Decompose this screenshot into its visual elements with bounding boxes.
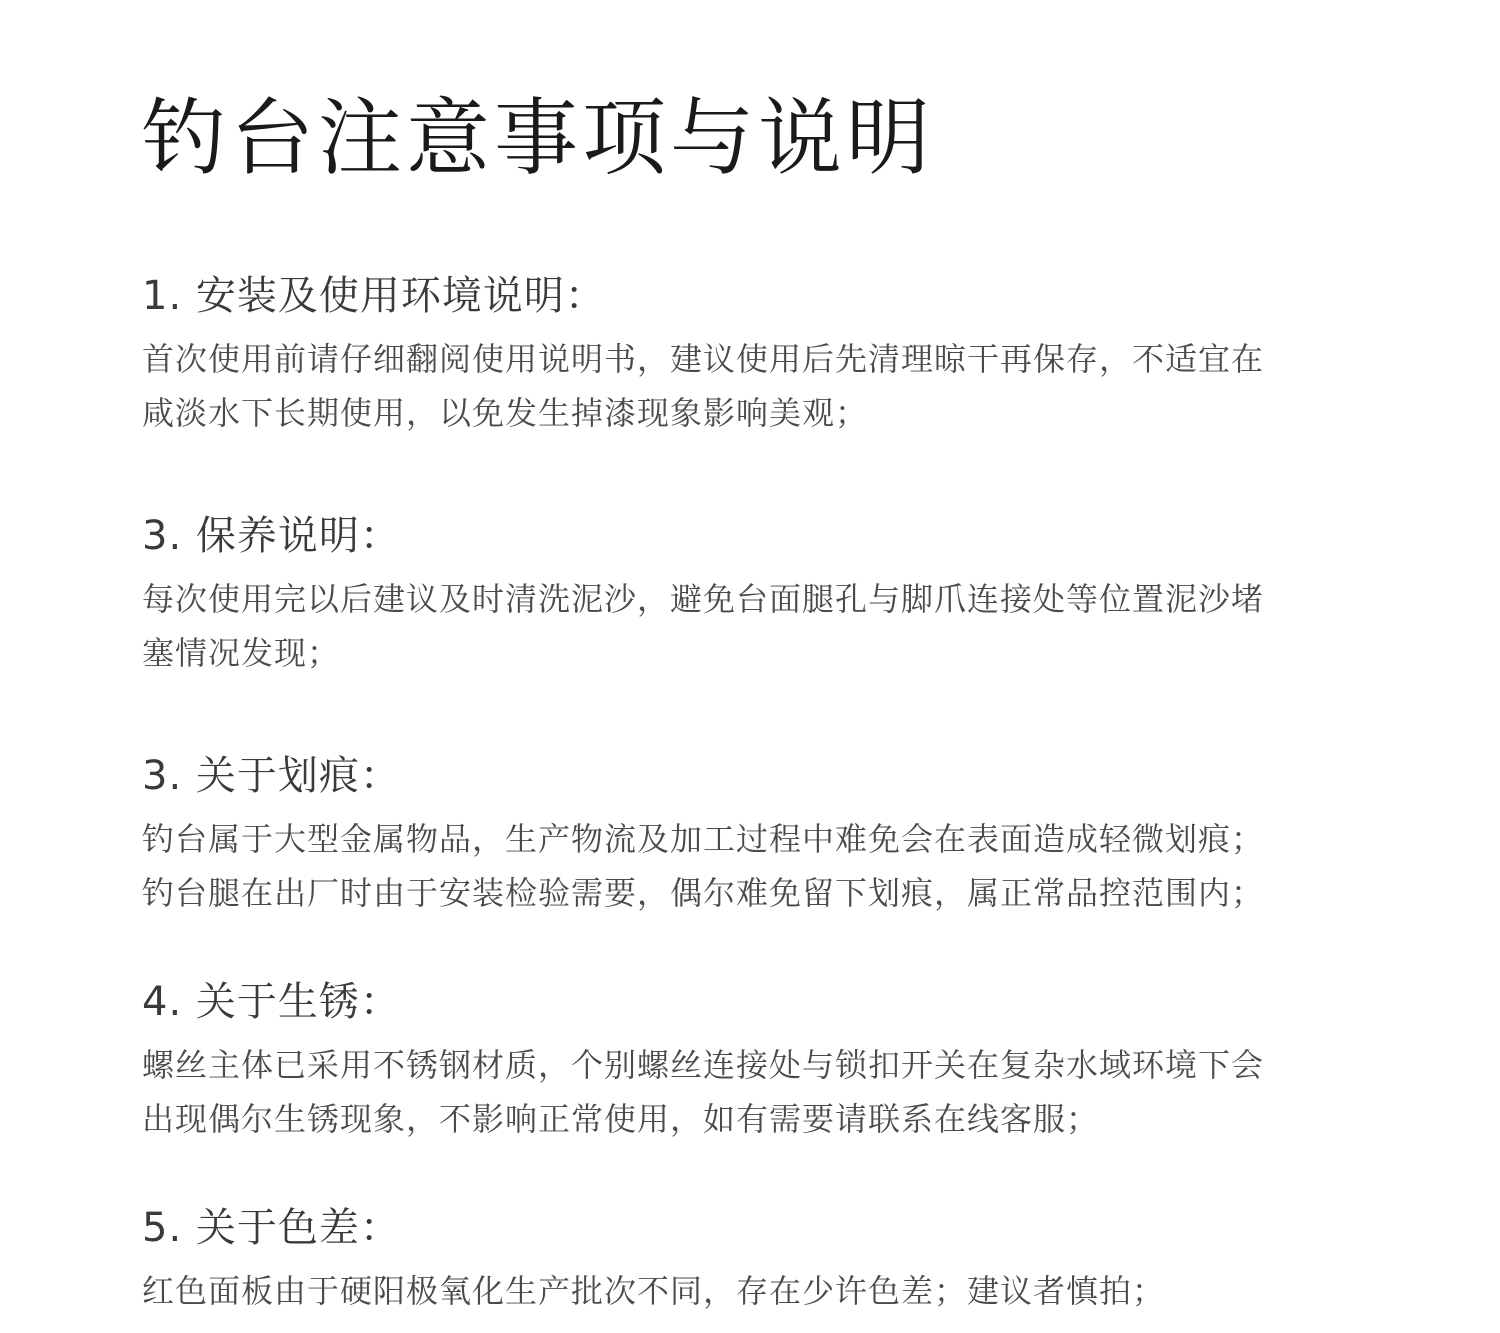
body-line: 首次使用前请仔细翻阅使用说明书，建议使用后先清理晾干再保存，不适宜在	[142, 340, 1265, 378]
section-heading: 3. 保养说明：	[142, 513, 401, 559]
section-maintenance	[142, 510, 1382, 680]
section-body	[142, 1038, 1382, 1146]
section-heading: 3. 关于划痕：	[142, 753, 401, 799]
section-heading: 4. 关于生锈：	[142, 979, 401, 1025]
body-line: 螺丝主体已采用不锈钢材质，个别螺丝连接处与锁扣开关在复杂水域环境下会	[142, 1046, 1265, 1084]
section-heading: 1. 安装及使用环境说明：	[142, 273, 606, 319]
section-body	[142, 332, 1382, 440]
section-body	[142, 572, 1382, 680]
section-body	[142, 812, 1382, 920]
body-line: 红色面板由于硬阳极氧化生产批次不同，存在少许色差；建议者慎拍；	[142, 1272, 1166, 1310]
body-line: 塞情况发现；	[142, 634, 341, 672]
body-line: 咸淡水下长期使用，以免发生掉漆现象影响美观；	[142, 394, 869, 432]
body-line: 钓台属于大型金属物品，生产物流及加工过程中难免会在表面造成轻微划痕；	[142, 820, 1265, 858]
section-body	[142, 1264, 1382, 1318]
body-line: 出现偶尔生锈现象，不影响正常使用，如有需要请联系在线客服；	[142, 1100, 1100, 1138]
section-installation	[142, 270, 1382, 440]
page-title: 钓台注意事项与说明	[142, 89, 935, 187]
body-line: 每次使用完以后建议及时清洗泥沙，避免台面腿孔与脚爪连接处等位置泥沙堵	[142, 580, 1265, 618]
body-line: 钓台腿在出厂时由于安装检验需要，偶尔难免留下划痕，属正常品控范围内；	[142, 874, 1265, 912]
section-color-difference	[142, 1202, 1382, 1318]
section-scratches	[142, 750, 1382, 920]
section-heading: 5. 关于色差：	[142, 1205, 401, 1251]
section-rust	[142, 976, 1382, 1146]
